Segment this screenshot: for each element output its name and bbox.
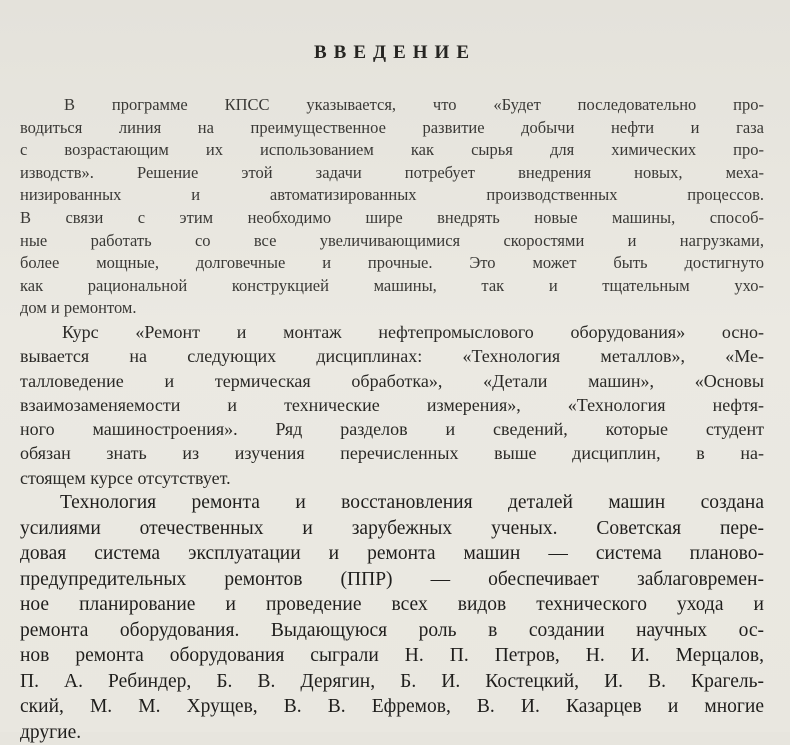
text-line: Технология ремонта и восстановления деталей машин создана — [60, 492, 764, 514]
paragraph-2 — [20, 320, 764, 490]
paragraph-1 — [20, 94, 764, 320]
text-line: В связи с этим необходимо шире внедрять новые машины, способ- — [20, 207, 764, 227]
text-line: ное планирование и проведение всех видов технического ухода и — [20, 594, 764, 616]
text-line: обязан знать из изучения перечисленных выше дисциплин, в на- — [20, 443, 764, 464]
body-text — [20, 94, 764, 745]
text-line: ский, М. М. Хрущев, В. В. Ефремов, В. И. Казарцев и многие — [20, 696, 764, 718]
text-line: дом и ремонтом. — [20, 298, 137, 318]
text-line: талловедение и термическая обработка», «Детали машин», «Основы — [20, 370, 764, 391]
text-line: взаимозаменяемости и технические измерения», «Технология нефтя- — [20, 394, 764, 415]
text-line: предупредительных ремонтов (ППР) — обеспечивает заблаговремен- — [20, 568, 764, 590]
text-line: ные работать со все увеличивающимися скоростями и нагрузками, — [20, 230, 764, 250]
paragraph-3 — [20, 490, 764, 745]
text-line: вывается на следующих дисциплинах: «Технология металлов», «Ме- — [20, 346, 764, 367]
text-line: ного машиностроения». Ряд разделов и сведений, которые студент — [20, 419, 764, 440]
text-line: с возрастающим их использованием как сырья для химических про- — [20, 140, 764, 160]
text-line: довая система эксплуатации и ремонта машин — система планово- — [20, 543, 764, 565]
text-line: нов ремонта оборудования сыграли Н. П. Петров, Н. И. Мерцалов, — [20, 645, 764, 667]
page-title: ВВЕДЕНИЕ — [314, 42, 476, 63]
text-line: как рациональной конструкцией машины, так и тщательным ухо- — [20, 275, 764, 295]
text-line: усилиями отечественных и зарубежных ученых. Советская пере- — [20, 517, 764, 539]
text-line: изводств». Решение этой задачи потребует внедрения новых, меха- — [20, 162, 764, 182]
text-line: П. А. Ребиндер, Б. В. Дерягин, Б. И. Костецкий, И. В. Крагель- — [20, 670, 764, 692]
text-line: стоящем курсе отсутствует. — [20, 467, 231, 488]
text-line: ремонта оборудования. Выдающуюся роль в создании научных ос- — [20, 619, 764, 641]
text-line: низированных и автоматизированных производственных процессов. — [20, 185, 764, 205]
text-line: другие. — [20, 721, 82, 743]
text-line: В программе КПСС указывается, что «Будет последовательно про- — [64, 95, 764, 114]
text-line: водиться линия на преимущественное развитие добычи нефти и газа — [20, 117, 764, 137]
text-line: более мощные, долговечные и прочные. Это может быть достигнуто — [20, 253, 764, 273]
text-line: Курс «Ремонт и монтаж нефтепромыслового оборудования» осно- — [62, 321, 764, 342]
